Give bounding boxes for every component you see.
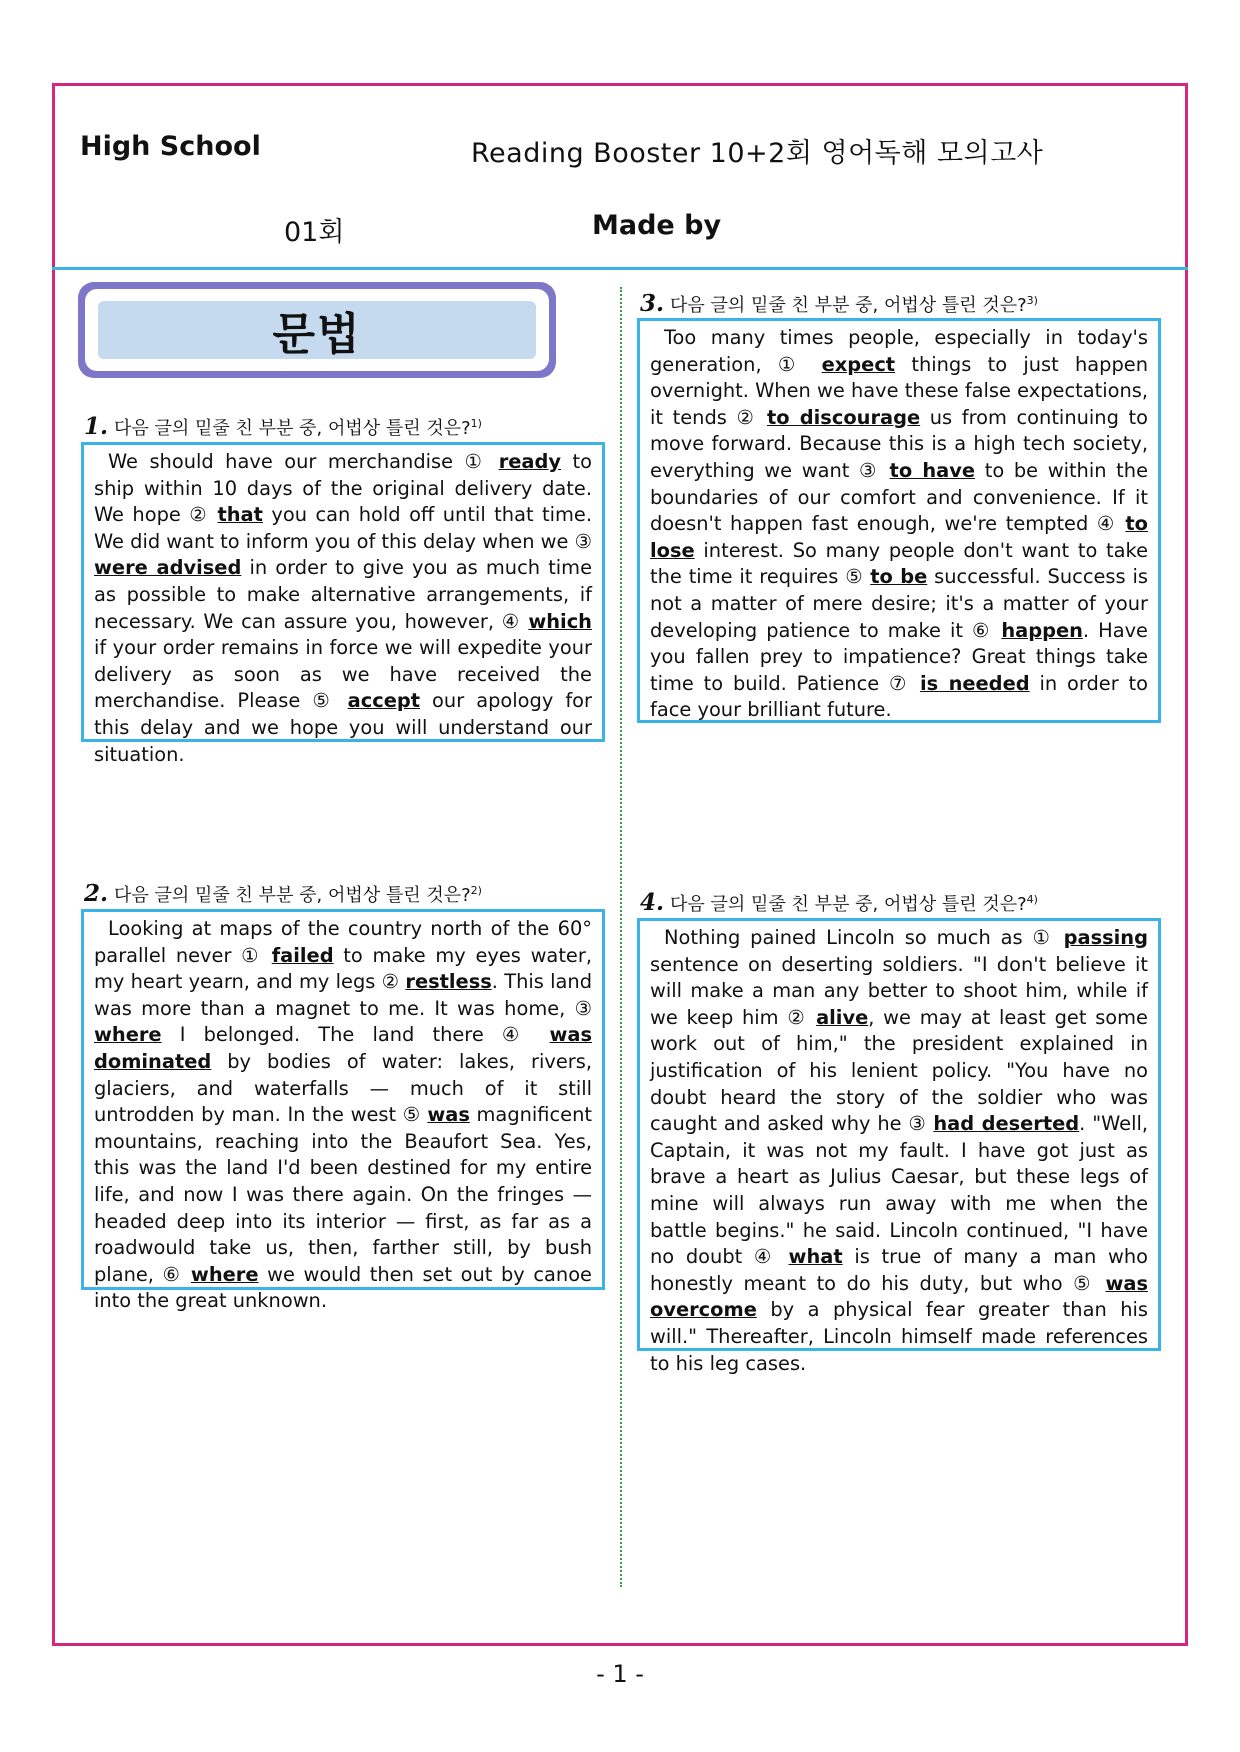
passage-text: Looking at maps of the country north of the 60° parallel never ① failed to make my eyes water, my heart yearn, and my legs ② restless. This land was more than a magnet to me. It was home, ③ where I belonged. The land there ④ was dominated by bodies of water: lakes, rivers, glaciers, and waterfalls — much of it still untrodden by man. In the west ⑤ was magnificent mountains, reaching into the Beaufort Sea. Yes, this was the land I'd been destined for my entire life, and now I was there again. On the fringes — headed deep into its interior — first, as far as a roadwould take us, then, farther still, by bush plane, ⑥ where we would then set out by canoe into the great unknown. bbox=[94, 917, 592, 1313]
exam-title: Reading Booster 10+2회 영어독해 모의고사 bbox=[471, 138, 1044, 169]
header-divider bbox=[52, 267, 1188, 270]
question-1-label bbox=[84, 413, 482, 440]
question-4-label bbox=[640, 889, 1038, 916]
underlined-option: passing bbox=[1063, 926, 1148, 949]
underlined-option: alive bbox=[816, 1005, 869, 1029]
underlined-option: to discourage bbox=[766, 405, 921, 429]
underlined-option: expect bbox=[821, 352, 896, 376]
underlined-option: where bbox=[190, 1262, 259, 1286]
underlined-option: to lose bbox=[650, 512, 1148, 562]
question-prompt: 다음 글의 밑줄 친 부분 중, 어법상 틀린 것은? bbox=[114, 885, 471, 906]
passage-box bbox=[81, 442, 605, 766]
underlined-option: was bbox=[427, 1103, 470, 1127]
underlined-option: which bbox=[528, 609, 592, 633]
passage-box bbox=[81, 909, 605, 1313]
question-prompt: 다음 글의 밑줄 친 부분 중, 어법상 틀린 것은? bbox=[114, 418, 471, 439]
passage-box bbox=[637, 918, 1161, 1375]
underlined-option: accept bbox=[347, 689, 421, 713]
underlined-option: to have bbox=[889, 458, 976, 482]
underlined-option: were advised bbox=[94, 556, 242, 580]
section-title-banner bbox=[78, 282, 556, 378]
underlined-option: failed bbox=[271, 943, 334, 967]
made-by-label: Made by bbox=[592, 210, 722, 241]
column-divider bbox=[620, 287, 622, 1587]
footnote-ref: 3) bbox=[1026, 294, 1038, 307]
question-number: 2. bbox=[84, 880, 109, 907]
question-number: 1. bbox=[84, 413, 109, 440]
underlined-option: what bbox=[788, 1245, 843, 1269]
question-prompt: 다음 글의 밑줄 친 부분 중, 어법상 틀린 것은? bbox=[670, 894, 1027, 915]
round-label: 01회 bbox=[284, 217, 345, 248]
footnote-ref: 4) bbox=[1026, 893, 1038, 906]
question-number: 3. bbox=[640, 290, 665, 317]
underlined-option: is needed bbox=[919, 671, 1030, 695]
underlined-option: happen bbox=[1001, 618, 1083, 642]
underlined-option: had deserted bbox=[933, 1112, 1080, 1136]
underlined-option: to be bbox=[870, 565, 928, 589]
passage-text: Nothing pained Lincoln so much as ① passing sentence on deserting soldiers. "I don't believe it will make a man any better to shoot him, while if we keep him ② alive, we may at least get some work out of him," the president explained in justification of his lenient policy. "You have no doubt heard the story of the soldier who was caught and asked why he ③ had deserted. "Well, Captain, it was not my fault. I have got just as brave a heart as Julius Caesar, but these legs of mine will always run away with me when the battle begins." he said. Lincoln continued, "I have no doubt ④ what is true of many a man who honestly meant to do his duty, but who ⑤ was overcome by a physical fear greater than his will." Thereafter, Lincoln himself made references to his leg cases. bbox=[650, 926, 1149, 1375]
question-3-label bbox=[640, 290, 1038, 317]
underlined-option: restless bbox=[405, 970, 492, 994]
passage-text: Too many times people, especially in today's generation, ① expect things to just happen overnight. When we have these false expectations, it tends ② to discourage us from continuing to move forward. Because this is a high tech society, everything we want ③ to have to be within the boundaries of our comfort and convenience. If it doesn't happen fast enough, we're tempted ④ to lose interest. So many people don't want to take the time it requires ⑤ to be successful. Success is not a matter of mere desire; it's a matter of your developing patience to make it ⑥ happen. Have you fallen prey to impatience? Great things take time to build. Patience ⑦ is needed in order to face your brilliant future. bbox=[650, 326, 1149, 722]
underlined-option: where bbox=[94, 1023, 162, 1047]
question-prompt: 다음 글의 밑줄 친 부분 중, 어법상 틀린 것은? bbox=[670, 295, 1027, 316]
footnote-ref: 1) bbox=[470, 417, 482, 430]
passage-text: We should have our merchandise ① ready to ship within 10 days of the original delivery date. We hope ② that you can hold off until that time. We did want to inform you of this delay when we ③ were advised in order to give you as much time as possible to make alternative arrangements, if necessary. We can assure you, however, ④ which if your order remains in force we will expedite your delivery as soon as we have received the merchandise. Please ⑤ accept our apology for this delay and we hope you will understand our situation. bbox=[94, 450, 593, 766]
page-number: - 1 - bbox=[596, 1660, 644, 1688]
question-number: 4. bbox=[640, 889, 665, 916]
passage-box bbox=[637, 318, 1161, 723]
underlined-option: was dominated bbox=[94, 1023, 592, 1073]
underlined-option: was overcome bbox=[650, 1271, 1148, 1322]
school-label: High School bbox=[80, 131, 261, 162]
underlined-option: that bbox=[217, 503, 263, 527]
section-title: 문법 bbox=[272, 309, 362, 360]
underlined-option: ready bbox=[498, 450, 562, 473]
footnote-ref: 2) bbox=[470, 884, 482, 897]
question-2-label bbox=[84, 880, 482, 907]
